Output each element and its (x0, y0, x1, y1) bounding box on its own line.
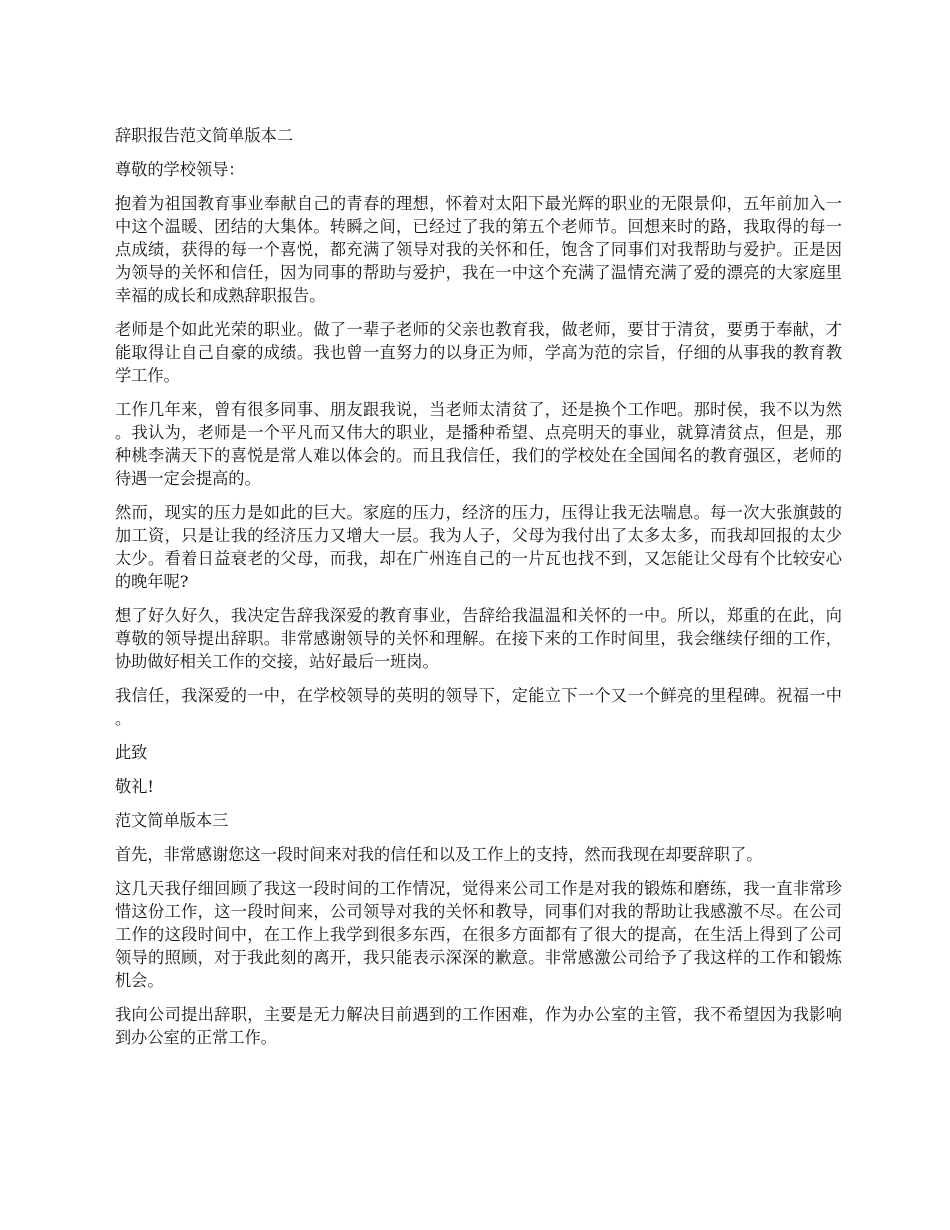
document-body (115, 124, 842, 1060)
body-paragraph: 我信任，我深爱的一中，在学校领导的英明的领导下，定能立下一个又一个鲜亮的里程碑。祝福一中。 (115, 686, 842, 728)
body-paragraph: 这几天我仔细回顾了我这一段时间的工作情况，觉得来公司工作是对我的锻炼和磨练，我一直非常珍惜这份工作，这一段时间来，公司领导对我的关怀和教导，同事们对我的帮助让我感激不尽。在公司工作的这段时间中，在工作上我学到很多东西，在很多方面都有了很大的提高，在生活上得到了公司领导的照顾，对于我此刻的离开，我只能表示深深的歉意。非常感激公司给予了我这样的工作和锻炼机会。 (115, 879, 842, 990)
closing-line: 此致 (115, 743, 148, 762)
closing-line: 敬礼! (115, 777, 154, 796)
body-paragraph: 我向公司提出辞职，主要是无力解决目前遇到的工作困难，作为办公室的主管，我不希望因为我影响到办公室的正常工作。 (115, 1005, 842, 1047)
body-paragraph: 工作几年来，曾有很多同事、朋友跟我说，当老师太清贫了，还是换个工作吧。那时侯，我不以为然。我认为，老师是一个平凡而又伟大的职业，是播种希望、点亮明天的事业，就算清贫点，但是，那种桃李满天下的喜悦是常人难以体会的。而且我信任，我们的学校处在全国闻名的教育强区，老师的待遇一定会提高的。 (115, 400, 842, 488)
salutation: 尊敬的学校领导： (115, 160, 245, 179)
section-heading: 范文简单版本三 (115, 811, 229, 830)
body-paragraph: 然而，现实的压力是如此的巨大。家庭的压力，经济的压力，压得让我无法喘息。每一次大张旗鼓的加工资，只是让我的经济压力又增大一层。我为人子，父母为我付出了太多太多，而我却回报的太少太少。看着日益衰老的父母，而我，却在广州连自己的一片瓦也找不到，又怎能让父母有个比较安心的晚年呢? (115, 503, 842, 591)
body-paragraph: 想了好久好久，我决定告辞我深爱的教育事业，告辞给我温温和关怀的一中。所以，郑重的在此，向尊敬的领导提出辞职。非常感谢领导的关怀和理解。在接下来的工作时间里，我会继续仔细的工作，协助做好相关工作的交接，站好最后一班岗。 (115, 606, 842, 671)
body-paragraph: 首先，非常感谢您这一段时间来对我的信任和以及工作上的支持，然而我现在却要辞职了。 (115, 845, 763, 864)
document-heading: 辞职报告范文简单版本二 (115, 126, 294, 145)
body-paragraph: 抱着为祖国教育事业奉献自己的青春的理想，怀着对太阳下最光辉的职业的无限景仰，五年前加入一中这个温暖、团结的大集体。转瞬之间，已经过了我的第五个老师节。回想来时的路，我取得的每一点成绩，获得的每一个喜悦，都充满了领导对我的关怀和任，饱含了同事们对我帮助与爱护。正是因为领导的关怀和信任，因为同事的帮助与爱护，我在一中这个充满了温情充满了爱的漂亮的大家庭里幸福的成长和成熟辞职报告。 (115, 194, 842, 305)
body-paragraph: 老师是个如此光荣的职业。做了一辈子老师的父亲也教育我，做老师，要甘于清贫，要勇于奉献，才能取得让自己自豪的成绩。我也曾一直努力的以身正为师，学高为范的宗旨，仔细的从事我的教育教学工作。 (115, 320, 842, 385)
